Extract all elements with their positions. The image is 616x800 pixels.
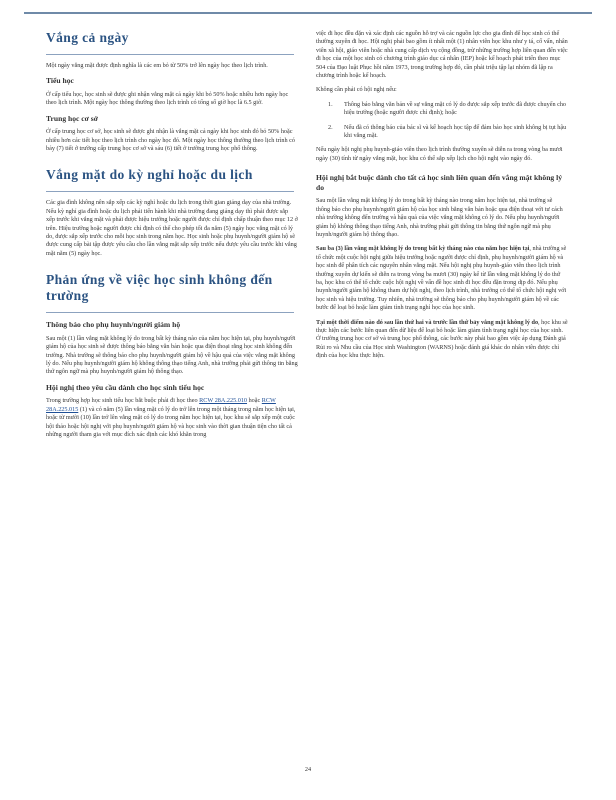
third-absence-body: , nhà trường sẽ tổ chức một cuộc hội nghị giữa hiệu trưởng hoặc người được chỉ định, phụ huynh/người giám hộ và học sinh để phân tích các nguyên nhân vắng mặt. Nếu hội nghị phụ huynh-giáo viên theo lịch trình thường xuyên dự kiến sẽ diễn ra trong vòng ba mươi (30) ngày kể từ lần vắng mặt không lý do thứ ba, học khu có thể tổ chức cuộc hội nghị về vấn đề học sinh đi học đều đặn trong dịp đó. Nếu phụ huynh/người giám hộ không tham dự hội nghị, theo lịch trình, nhà trường có thể tổ chức hội nghị với học sinh và hiệu trưởng. Tuy nhiên, nhà trường sẽ thông báo cho phụ huynh/người giám hộ về các bước để loại bỏ hoặc làm giảm tình trạng nghỉ học của học sinh. — [316, 245, 567, 312]
full-day-definition: Một ngày vắng mặt được định nghĩa là các em bỏ từ 50% trở lên ngày học theo lịch trình. — [46, 62, 268, 69]
list-text: Thông báo bằng văn bản về sự vắng mặt có lý do được sắp xếp trước đã được chuyển cho hiệu trưởng (hoặc người được chỉ định); hoặc — [344, 100, 567, 117]
elementary-conference-body — [46, 397, 298, 439]
conference-schedule: Nếu ngày hội nghị phụ huynh-giáo viên theo lịch trình thường xuyên sẽ diễn ra trong vòng ba mươi ngày (30) tính từ ngày vắng mặt, học khu có thể sắp xếp lịch cho hội nghị vào ngày đó. — [316, 146, 563, 162]
list-item — [328, 101, 568, 118]
conference-text-1: Trong trường hợp học sinh tiểu học bắt buộc phải đi học theo — [46, 397, 198, 405]
second-seventh-paragraph — [316, 319, 568, 361]
left-column — [46, 30, 298, 445]
rcw-link-015[interactable]: RCW 28A.225.015 — [46, 397, 276, 413]
section-rule — [46, 312, 294, 313]
list-number: 2. — [328, 123, 333, 131]
list-text: Nếu đã có thông báo của bác sĩ và kế hoạch học tập để đảm bảo học sinh không bị tụt hậu khi vắng mặt. — [344, 123, 567, 140]
secondary-body: Ở cấp trung học cơ sở, học sinh sẽ được ghi nhận là vắng mặt cả ngày khi học sinh đó bỏ 50% hoặc nhiều hơn các tiết học theo lịch trình cho ngày học đó. Một ngày học thông thường theo lịch trình có bảy (7) tiết ở trường cấp trung học cơ sở và sáu (6) tiết ở trường trung học phổ thông. — [46, 128, 295, 153]
section-rule — [46, 54, 294, 55]
second-seventh-body: , học khu sẽ thực hiện các bước liên quan đến dữ liệu để loại bỏ hoặc làm giảm tình trạng nghỉ học của học sinh. Ở trường trung học cơ sở và trung học phổ thông, các bước này phải bao gồm việc áp dụng Đánh giá Rủi ro và Nhu cầu của Học sinh Washington (WARNS) hoặc đánh giá khác do nhân viên được chỉ định của học khu thực hiện. — [316, 318, 568, 360]
section-rule — [46, 191, 294, 192]
rcw-link-010[interactable]: RCW 28A.225.010 — [199, 397, 248, 405]
subheading-parent-notification: Thông báo cho phụ huynh/người giám hộ — [46, 320, 181, 330]
subheading-mandatory-conference: Hội nghị bắt buộc dành cho tất cả học sinh liên quan đến vắng mặt không lý do — [316, 173, 563, 192]
conditions-list — [316, 101, 568, 141]
list-number: 1. — [328, 100, 333, 108]
third-absence-paragraph — [316, 245, 568, 312]
parent-notification-body: Sau một (1) lần vắng mặt không lý do trong bất kỳ tháng nào của năm học hiện tại, phụ huynh/người giám hộ của học sinh sẽ được thông báo bằng văn bản hoặc qua điện thoại rằng học sinh không đến trường. Nhà trường sẽ thông báo cho phụ huynh/người giám hộ về hậu quả của việc vắng mặt không lý do. Nếu phụ huynh/người giám hộ không thông thạo tiếng Anh, nhà trường phải gửi thông tin bằng thứ ngôn ngữ mà phụ huynh/người giám hộ thông thạo. — [46, 334, 298, 376]
subheading-elementary: Tiểu học — [46, 76, 74, 86]
third-absence-lead: Sau ba (3) lần vắng mặt không lý do trong bất kỳ tháng nào của năm học hiện tại — [316, 245, 530, 253]
header-rule — [24, 12, 592, 14]
section-title-vacation-absence: Vắng mặt do kỳ nghỉ hoặc du lịch — [46, 167, 253, 183]
mandatory-conference-body: Sau một lần vắng mặt không lý do trong bất kỳ tháng nào trong năm học hiện tại, nhà trường sẽ thông báo cho phụ huynh/người giám hộ của học sinh bằng văn bản hoặc qua điện thoại với tư cách nhà trường không đến trường và hậu quả của việc vắng mặt không có lý do. Nếu phụ huynh/người giám hộ không thông thạo tiếng Anh, nhà trường phải gửi thông tin bằng thứ ngôn ngữ mà phụ huynh/người giám hộ thông thạo. — [316, 197, 563, 238]
not-required-intro: Không cần phải có hội nghị nếu: — [316, 86, 397, 94]
vacation-body: Các gia đình không nên sắp xếp các kỳ nghỉ hoặc du lịch trong thời gian giảng dạy của nhà trường. Nếu kỳ nghỉ gia đình hoặc du lịch phải tiến hành khi nhà trường đang giảng dạy thì phải được sắp xếp trước khi vắng mặt và phải được hiệu trưởng hoặc người được chỉ định chấp thuận theo mục 12 ở trên. Hiệu trưởng hoặc người được chỉ định có thể cho phép tối đa năm (5) ngày học vắng mặt có lý do, được sắp xếp trước cho mỗi học sinh trong năm học. Học sinh hoặc phụ huynh/người giám hộ sẽ được cung cấp bài tập được yêu cầu cho lần vắng mặt sắp xếp trước nếu được yêu cầu trước khi vắng mặt năm (5) ngày học. — [46, 199, 298, 257]
right-column — [316, 30, 568, 367]
page-number: 24 — [304, 766, 312, 773]
second-seventh-lead: Tại một thời điểm nào đó sau lần thứ hai và trước lần thứ bảy vắng mặt không lý do — [316, 318, 539, 326]
list-item — [328, 124, 568, 141]
conference-text-3: (1) và có năm (5) lần vắng mặt có lý do trở lên trong một tháng trong năm học hiện tại, hoặc từ mười (10) lần trở lên vắng mặt có lý do trong năm học hiện tại, học khu sẽ sắp xếp một cuộc hội thảo hoặc hội nghị với phụ huynh/người giám hộ và học sinh vào thời gian thuận tiện cho tất cả những người tham gia với mục đích xác định các khó khăn trong — [46, 405, 296, 438]
elementary-body: Ở cấp tiểu học, học sinh sẽ được ghi nhận vắng mặt cả ngày khi bỏ 50% hoặc nhiều hơn ngày học theo lịch trình. Một ngày học thông thường theo lịch trình có tổng số giờ học là 6.5 giờ. — [46, 90, 289, 107]
section-title-response: Phản ứng về việc học sinh không đến trường — [46, 272, 273, 304]
conference-continuation: việc đi học đều đặn và xác định các nguồn hỗ trợ và các nguồn lực cho gia đình để học sinh có thể thường xuyên đi học. Hội nghị phải bao gồm ít nhất một (1) nhân viên học khu như y tá, cố vấn, nhân viên xã hội, giáo viên hoặc nhà cung cấp dịch vụ cộng đồng, trừ những trường hợp liên quan đến việc đi học của một học sinh có chương trình giáo dục cá nhân (IEP) hoặc kế hoạch phát triển theo mục 504 của Đạo luật Phục hồi năm 1973, trong trường hợp đó, cần phải triệu tập lại nhóm đã lập ra chương trình hoặc kế hoạch. — [316, 30, 568, 80]
section-title-full-day-absence: Vắng cả ngày — [46, 30, 129, 45]
subheading-elementary-conference: Hội nghị theo yêu cầu dành cho học sinh tiểu học — [46, 382, 205, 392]
conference-text-2: hoặc — [248, 397, 261, 405]
subheading-secondary: Trung học cơ sở — [46, 113, 98, 123]
